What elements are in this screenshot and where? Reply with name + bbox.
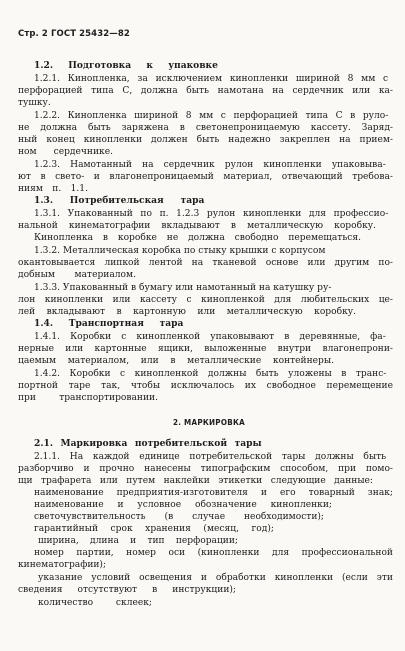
text-line: перфорацией типа С, должна быть намотана на сердечник или ка- [18,86,393,96]
text-line: нальной кинематографии вкладывают в металлическую коробку. [18,221,376,231]
text-line: не должна быть заряжена в светонепроницаемую кассету. Заряд- [18,123,393,133]
text-line: при транспортировании. [18,393,158,403]
text-line: номер партии, номер оси (кинопленки для профессиональной [34,548,393,558]
text-line: Кинопленка в коробке не должна свободно перемещаться. [34,233,361,243]
text-line: наименование и условное обозначение кинопленки; [34,500,332,510]
text-line: 1.2.1. Кинопленка, за исключением кинопленки шириной 8 мм с [34,74,389,84]
text-line: щи трафарета или путем наклейки этикетки следующие данные: [18,476,373,486]
text-line: ниям п. 1.1. [18,184,88,194]
text-line: 1.4.2. Коробки с кинопленкой должны быть уложены в транс- [34,369,387,379]
subsection-heading: 1.4. Транспортная тара [34,318,184,329]
text-line: 1.2.3. Намотанный на сердечник рулон кинопленки упаковыва- [34,160,386,170]
text-line: гарантийный срок хранения (месяц, год); [34,524,274,534]
text-line: ширина, длина и тип перфорации; [38,536,238,546]
text-line: ный конец кинопленки должен быть надежно закреплен на прием- [18,135,393,145]
text-line: цаемым материалом, или в металлические контейнеры. [18,356,334,366]
text-line: 1.4.1. Коробки с кинопленкой упаковывают в деревянные, фа- [34,332,386,342]
text-line: светочувствительность (в случае необходимости); [34,512,324,522]
text-line: указание условий освещения и обработки кинопленки (если эти [38,573,393,583]
text-line: ют в свето- и влагонепроницаемый материал, отвечающий требова- [18,172,393,182]
text-line: разборчиво и прочно нанесены типографским способом, при помо- [18,464,393,474]
text-line: лей вкладывают в картонную или металлическую коробку. [18,307,356,317]
text-line: кинематографии); [18,560,107,570]
text-line: 2.1.1. На каждой единице потребительской тары должны быть [34,452,387,462]
text-line: наименование предприятия-изготовителя и его товарный знак; [34,488,393,498]
text-line: 1.2.2. Кинопленка шириной 8 мм с перфорацией типа С в руло- [34,111,389,121]
text-line: лон кинопленки или кассету с кинопленкой для любительских це- [18,295,393,305]
text-line: количество склеек; [38,598,152,608]
page-header: Стр. 2 ГОСТ 25432—82 [18,29,130,39]
text-line: 1.3.2. Металлическая коробка по стыку крышки с корпусом [34,246,326,256]
subsection-heading: 1.3. Потребительская тара [34,195,205,206]
text-line: нерные или картонные ящики, выложенные внутри влагонепрони- [18,344,393,354]
text-line: сведения отсутствуют в инструкции); [18,585,236,595]
text-line: портной таре так, чтобы исключалось их свободное перемещение [18,381,393,391]
section-heading: 2. МАРКИРОВКА [173,418,245,427]
text-line: 1.3.3. Упакованный в бумагу или намотанный на катушку ру- [34,283,332,293]
subsection-heading: 2.1. Маркировка потребительской тары [34,438,262,449]
text-line: тушку. [18,98,51,108]
text-line: 1.3.1. Упакованный по п. 1.2.3 рулон кинопленки для профессио- [34,209,389,219]
text-line: окантовывается липкой лентой на тканевой основе или другим по- [18,258,393,268]
text-line: добным материалом. [18,270,136,280]
text-line: ном сердечнике. [18,147,113,157]
subsection-heading: 1.2. Подготовка к упаковке [34,60,218,71]
